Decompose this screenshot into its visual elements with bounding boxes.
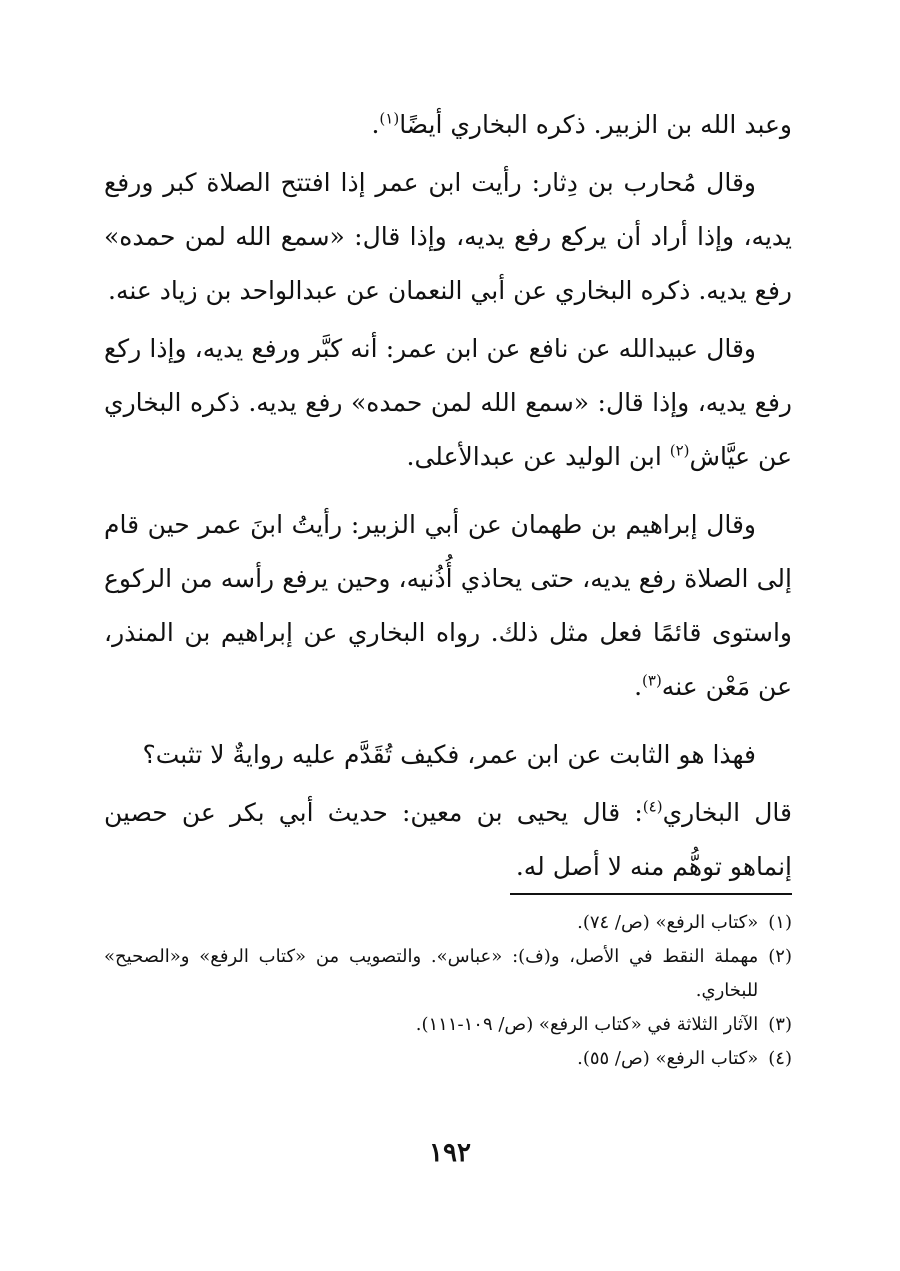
paragraph-text: قال البخاري [662,798,792,827]
footnote-number: (٤) [768,1048,792,1069]
footnote-separator [510,893,792,895]
paragraph-text-end: . [634,672,643,701]
page-number: ١٩٢ [429,1138,471,1168]
paragraph-6 [104,786,792,894]
paragraph-text-end: : قال يحيى بن معين: حديث أبي بكر عن حصين إنماهو توهُّم منه لا أصل له. [104,798,792,881]
paragraph-5 [104,728,792,782]
footnote-ref-2: (٢) [669,441,690,460]
footnote-text: «كتاب الرفع» (ص/ ٧٤). [577,912,759,933]
footnote-text: الآثار الثلاثة في «كتاب الرفع» (ص/ ١٠٩-١١١). [415,1014,759,1035]
paragraph-4 [104,498,792,714]
paragraph-3 [104,322,792,484]
footnote-3 [104,1008,792,1042]
main-text [104,98,792,894]
footnote-2 [104,940,792,1008]
footnote-text: «كتاب الرفع» (ص/ ٥٥). [577,1048,759,1069]
footnote-1 [104,906,792,940]
footnote-number: (١) [768,912,792,933]
paragraph-text: فهذا هو الثابت عن ابن عمر، فكيف تُقَدَّم عليه روايةٌ لا تثبت؟ [142,740,756,769]
footnotes [104,906,792,1076]
footnote-ref-3: (٣) [642,671,662,690]
paragraph-text: وقال إبراهيم بن طهمان عن أبي الزبير: رأيتُ ابنَ عمر حين قام إلى الصلاة رفع يديه، حتى يحاذي أُذُنيه، وحين يرفع رأسه من الركوع واستوى قائمًا فعل مثل ذلك. رواه البخاري عن إبراهيم بن المنذر، عن مَعْن عنه [104,510,792,701]
footnote-number: (٣) [768,1014,792,1035]
footnote-ref-1: (١) [379,109,400,128]
paragraph-text: وعبد الله بن الزبير. ذكره البخاري أيضًا [399,110,792,139]
paragraph-1 [104,98,792,152]
paragraph-text: وقال عبيدالله عن نافع عن ابن عمر: أنه كبَّر ورفع يديه، وإذا ركع رفع يديه، وإذا قال: «سمع الله لمن حمده» رفع يديه. ذكره البخاري عن عيَّاش [104,334,792,471]
paragraph-text-end: . [371,110,380,139]
paragraph-text: وقال مُحارب بن دِثار: رأيت ابن عمر إذا افتتح الصلاة كبر ورفع يديه، وإذا أراد أن يركع رفع يديه، وإذا قال: «سمع الله لمن حمده» رفع يديه. ذكره البخاري عن أبي النعمان عن عبدالواحد بن زياد عنه. [104,168,792,305]
paragraph-text-end: ابن الوليد عن عبدالأعلى. [406,442,670,471]
footnote-4 [104,1042,792,1076]
paragraph-2 [104,156,792,318]
footnote-text: مهملة النقط في الأصل، و(ف): «عباس». والتصويب من «كتاب الرفع» و«الصحيح» للبخاري. [104,946,759,1001]
footnote-ref-4: (٤) [642,797,663,816]
footnote-number: (٢) [768,946,792,967]
